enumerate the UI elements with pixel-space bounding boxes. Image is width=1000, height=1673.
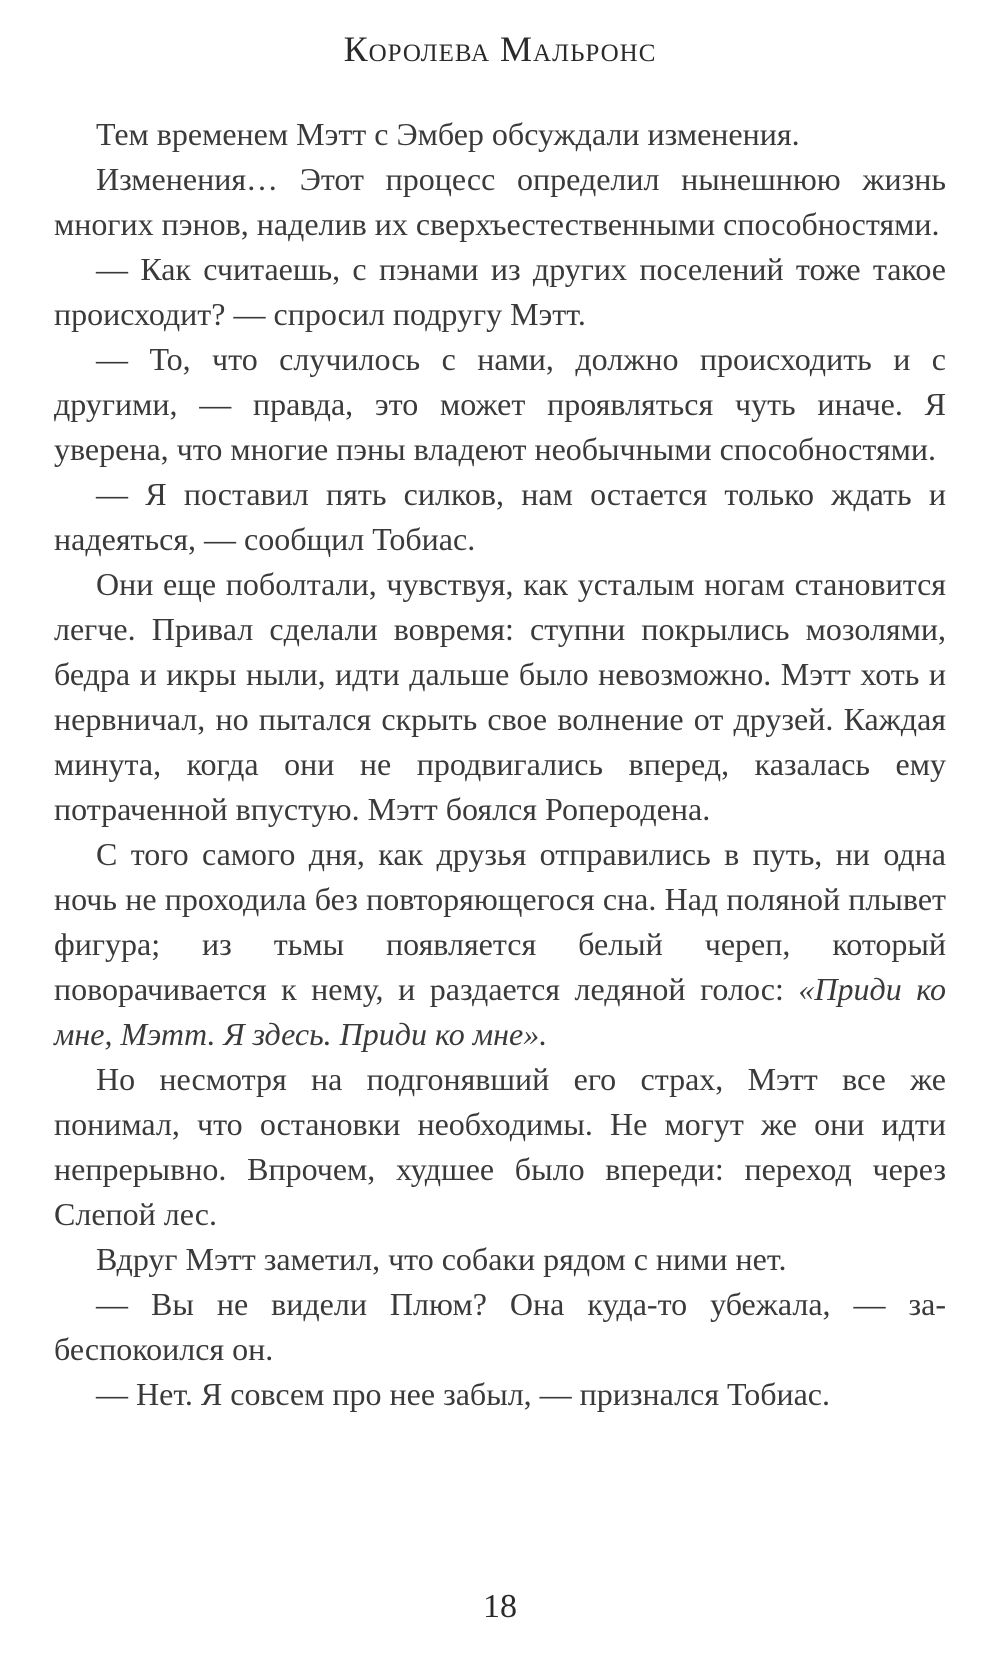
paragraph: — Я поставил пять силков, нам остается только ждать и надеяться, — сообщил Тобиас.: [54, 476, 946, 557]
paragraph: — Вы не видели Плюм? Она куда-то убежала, — забеспокоился он.: [54, 1286, 946, 1367]
paragraph-with-quote: [54, 832, 946, 1057]
paragraph-text: С того самого дня, как друзья отправились в путь, ни одна ночь не проходила без повторяющегося сна. Над поляной плывет фигура; из тьмы появляется белый череп, который поворачивается к нему, и раздается ледяной голос:: [54, 836, 946, 1007]
body-text: [54, 112, 946, 1417]
paragraph: Они еще поболтали, чувствуя, как усталым ногам становится легче. Привал сделали вовремя: ступни покрылись мозолями, бедра и икры ныли, идти дальше было невозможно. Мэтт хоть и нервничал, но пытался скрыть свое волнение от друзей. Каждая минута, когда они не продвигались вперед, казалась ему потраченной впустую. Мэтт боялся Роперодена.: [54, 566, 946, 827]
paragraph: — Нет. Я совсем про нее забыл, — признался Тобиас.: [96, 1376, 830, 1412]
page-number: 18: [483, 1588, 517, 1625]
paragraph: Вдруг Мэтт заметил, что собаки рядом с ними нет.: [96, 1241, 787, 1277]
paragraph: Но несмотря на подгонявший его страх, Мэтт все же понимал, что остановки необходимы. Не могут же они идти непрерывно. Впрочем, худшее было впереди: переход через Слепой лес.: [54, 1061, 946, 1232]
running-head: Королева Мальронс: [343, 29, 657, 69]
paragraph: — Как считаешь, с пэнами из других поселений тоже такое происходит? — спросил подругу Мэтт.: [54, 251, 946, 332]
paragraph: Тем временем Мэтт с Эмбер обсуждали изменения.: [96, 116, 800, 152]
paragraph: — То, что случилось с нами, должно происходить и с другими, — правда, это может проявляться чуть иначе. Я уверена, что многие пэны владеют необычными способностями.: [54, 341, 946, 467]
paragraph: Изменения… Этот процесс определил нынешнюю жизнь многих пэнов, наделив их сверхъестественными способностями.: [54, 161, 946, 242]
dream-quote: «Приди ко мне, Мэтт. Я здесь. Приди ко мне».: [54, 971, 947, 1052]
